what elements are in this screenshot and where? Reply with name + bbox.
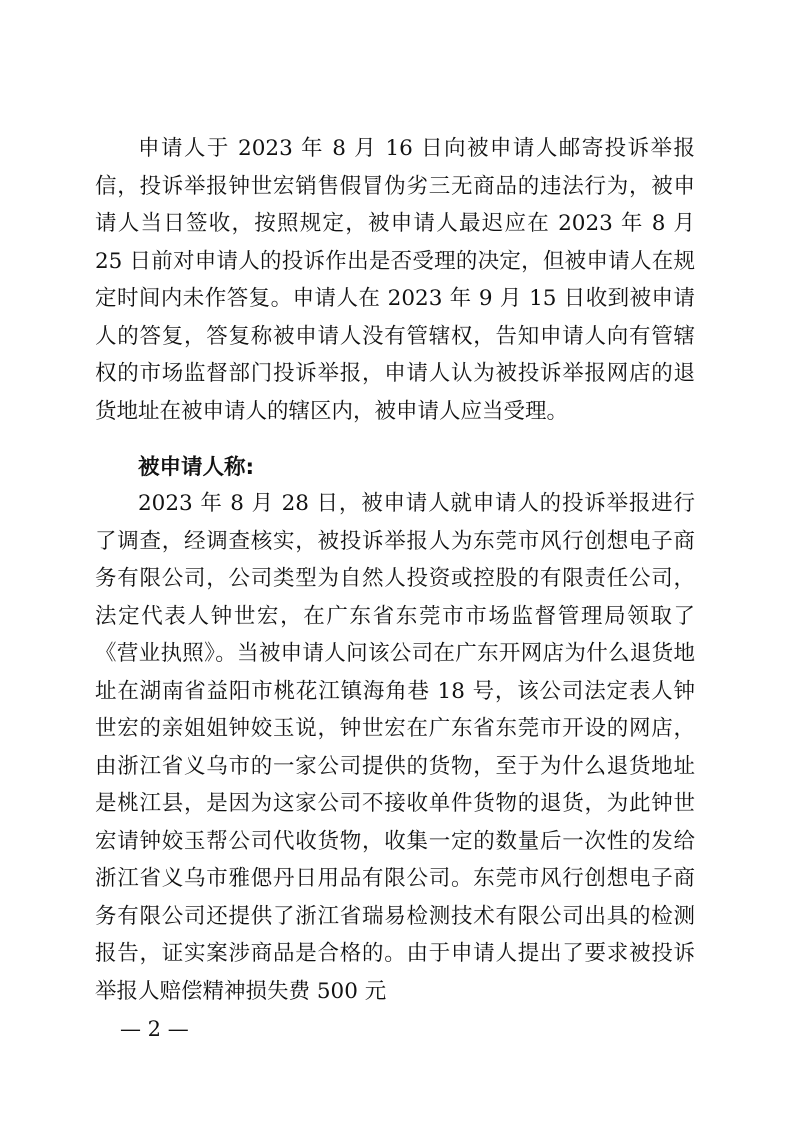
body-paragraph-applicant-statement: 申请人于 2023 年 8 月 16 日向被申请人邮寄投诉举报信，投诉举报钟世宏销售假冒伪劣三无商品的违法行为，被申请人当日签收，按照规定，被申请人最迟应在 2023 年 8 月 25 日前对申请人的投诉作出是否受理的决定，但被申请人在规定时间内未作答复。申请人在 2023 年 9 月 15 日收到被申请人的答复，答复称被申请人没有管辖权，告知申请人向有管辖权的市场监督部门投诉举报，申请人认为被投诉举报网店的退货地址在被申请人的辖区内，被申请人应当受理。	[95, 136, 695, 424]
body-paragraph-respondent-statement: 2023 年 8 月 28 日，被申请人就申请人的投诉举报进行了调查，经调查核实，被投诉举报人为东莞市风行创想电子商务有限公司，公司类型为自然人投资或控股的有限责任公司，法定代表人钟世宏，在广东省东莞市市场监督管理局领取了《营业执照》。当被申请人问该公司在广东开网店为什么退货地址在湖南省益阳市桃花江镇海角巷 18 号，该公司法定表人钟世宏的亲姐姐钟姣玉说，钟世宏在广东省东莞市开设的网店，由浙江省义乌市的一家公司提供的货物，至于为什么退货地址是桃江县，是因为这家公司不接收单件货物的退货，为此钟世宏请钟姣玉帮公司代收货物，收集一定的数量后一次性的发给浙江省义乌市雅偲丹日用品有限公司。东莞市风行创想电子商务有限公司还提供了浙江省瑞易检测技术有限公司出具的检测报告，证实案涉商品是合格的。由于申请人提出了要求被投诉举报人赔偿精神损失费 500 元	[95, 491, 695, 1004]
page-number: — 2 —	[120, 1017, 189, 1041]
section-heading-respondent-says: 被申请人称:	[138, 455, 255, 480]
